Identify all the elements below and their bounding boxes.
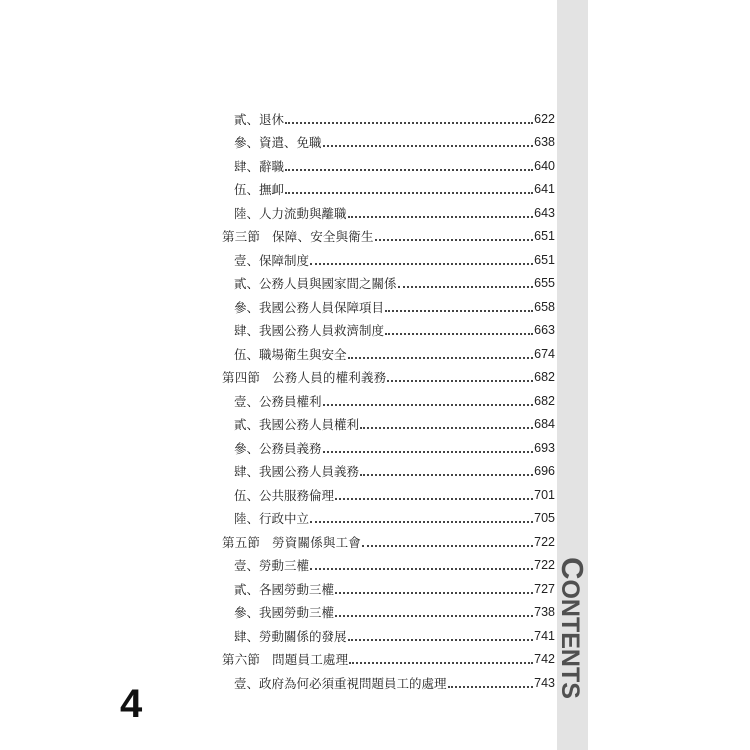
toc-entry-label: 參、公務員義務 xyxy=(234,440,322,456)
toc-page-number: 658 xyxy=(534,299,555,314)
toc-item-row xyxy=(222,479,555,503)
toc-item-row xyxy=(222,127,555,151)
toc-item-row xyxy=(222,550,555,574)
toc-page-number: 701 xyxy=(534,487,555,502)
toc-entry-label: 參、我國公務人員保障項目 xyxy=(234,299,385,315)
toc-dot-leader xyxy=(310,521,533,523)
toc-entry-label: 伍、職場衛生與安全 xyxy=(234,346,347,362)
toc-entry-label: 肆、辭職 xyxy=(234,158,285,174)
toc-item-row xyxy=(222,244,555,268)
toc-dot-leader xyxy=(310,263,533,265)
toc-item-row xyxy=(222,620,555,644)
toc-dot-leader xyxy=(348,639,534,641)
toc-page-number: 684 xyxy=(534,417,555,431)
toc-item-row xyxy=(222,667,555,691)
toc-section-number: 第六節 xyxy=(222,652,261,667)
toc-entry-label: 勞資關係與工會 xyxy=(272,534,362,550)
toc-item-row xyxy=(222,503,555,527)
toc-entry-label: 貳、各國勞動三權 xyxy=(234,581,335,597)
toc-page-number: 705 xyxy=(534,511,555,525)
toc-item-row xyxy=(222,573,555,597)
toc-entry-label: 保障、安全與衛生 xyxy=(272,229,374,244)
page-number: 4 xyxy=(120,682,143,726)
toc-item-row xyxy=(222,197,555,221)
toc-entry-label: 壹、政府為何必須重視問題員工的處理 xyxy=(234,675,447,691)
toc-dot-leader xyxy=(335,498,533,500)
toc-entry-label: 伍、撫卹 xyxy=(234,182,285,197)
toc-page-number: 655 xyxy=(534,276,555,290)
toc-page-number: 674 xyxy=(534,346,555,361)
toc-item-row xyxy=(222,174,555,198)
toc-page-number: 682 xyxy=(534,393,555,408)
toc-item-row xyxy=(222,315,555,339)
toc-page-number: 727 xyxy=(534,581,555,596)
toc-page-number: 641 xyxy=(534,182,555,196)
toc-item-row xyxy=(222,268,555,292)
toc-section-number: 第五節 xyxy=(222,534,261,550)
toc-entry-label: 陸、人力流動與離職 xyxy=(234,205,347,221)
toc-item-row xyxy=(222,338,555,362)
toc-item-row xyxy=(222,150,555,174)
toc-entry-label: 參、我國勞動三權 xyxy=(234,605,335,620)
toc-dot-leader xyxy=(335,592,533,594)
toc-item-row xyxy=(222,291,555,315)
toc-page-number: 722 xyxy=(534,558,555,572)
toc-page-number: 722 xyxy=(534,534,555,549)
toc-section-row xyxy=(222,362,555,386)
toc-page-number: 741 xyxy=(534,628,555,643)
toc-entry-label: 肆、勞動關係的發展 xyxy=(234,628,347,644)
table-of-contents xyxy=(222,103,555,691)
toc-dot-leader xyxy=(323,451,534,453)
toc-entry-label: 問題員工處理 xyxy=(272,652,349,667)
toc-page-number: 682 xyxy=(534,370,555,384)
contents-label-rest: ONTENTS xyxy=(556,579,584,699)
toc-dot-leader xyxy=(375,239,533,241)
contents-label xyxy=(554,557,590,699)
toc-page-number: 651 xyxy=(534,252,555,267)
toc-dot-leader xyxy=(285,122,533,124)
toc-page-number: 742 xyxy=(534,652,555,666)
toc-page-number: 743 xyxy=(534,675,555,690)
toc-page-number: 738 xyxy=(534,605,555,619)
toc-item-row xyxy=(222,432,555,456)
toc-dot-leader xyxy=(387,380,533,382)
toc-dot-leader xyxy=(323,404,534,406)
toc-section-row xyxy=(222,644,555,668)
toc-entry-label: 公務人員的權利義務 xyxy=(272,370,387,385)
toc-entry-label: 伍、公共服務倫理 xyxy=(234,487,335,503)
toc-entry-label: 肆、我國公務人員義務 xyxy=(234,464,360,479)
toc-entry-label: 壹、勞動三權 xyxy=(234,558,310,573)
toc-page-number: 693 xyxy=(534,440,555,455)
toc-page-number: 663 xyxy=(534,323,555,337)
toc-entry-label: 貳、公務人員與國家間之關係 xyxy=(234,276,397,291)
toc-entry-label: 肆、我國公務人員救濟制度 xyxy=(234,323,385,338)
toc-dot-leader xyxy=(360,474,533,476)
toc-dot-leader xyxy=(310,568,533,570)
toc-dot-leader xyxy=(362,545,533,547)
toc-section-number: 第三節 xyxy=(222,229,261,244)
toc-entry-label: 壹、公務員權利 xyxy=(234,393,322,409)
toc-section-row xyxy=(222,526,555,550)
toc-dot-leader xyxy=(448,686,534,688)
toc-page-number: 643 xyxy=(534,205,555,220)
toc-dot-leader xyxy=(385,310,533,312)
toc-entry-label: 參、資遣、免職 xyxy=(234,135,322,150)
toc-dot-leader xyxy=(360,427,533,429)
toc-page-number: 638 xyxy=(534,135,555,149)
toc-page-number: 696 xyxy=(534,464,555,478)
toc-dot-leader xyxy=(348,357,534,359)
toc-dot-leader xyxy=(285,169,533,171)
toc-item-row xyxy=(222,385,555,409)
toc-page-number: 622 xyxy=(534,111,555,126)
toc-dot-leader xyxy=(385,333,533,335)
toc-item-row xyxy=(222,456,555,480)
toc-section-number: 第四節 xyxy=(222,370,261,385)
toc-entry-label: 壹、保障制度 xyxy=(234,252,310,268)
contents-label-initial: C xyxy=(555,557,590,580)
toc-dot-leader xyxy=(335,615,533,617)
toc-page-number: 651 xyxy=(534,229,555,243)
toc-item-row xyxy=(222,103,555,127)
toc-dot-leader xyxy=(323,145,534,147)
toc-page-number: 640 xyxy=(534,158,555,173)
toc-dot-leader xyxy=(349,662,533,664)
toc-entry-label: 貳、退休 xyxy=(234,111,285,127)
toc-item-row xyxy=(222,409,555,433)
toc-section-row xyxy=(222,221,555,245)
toc-entry-label: 陸、行政中立 xyxy=(234,511,310,526)
toc-dot-leader xyxy=(285,192,533,194)
toc-entry-label: 貳、我國公務人員權利 xyxy=(234,417,360,432)
toc-dot-leader xyxy=(398,286,534,288)
toc-dot-leader xyxy=(348,216,534,218)
toc-item-row xyxy=(222,597,555,621)
